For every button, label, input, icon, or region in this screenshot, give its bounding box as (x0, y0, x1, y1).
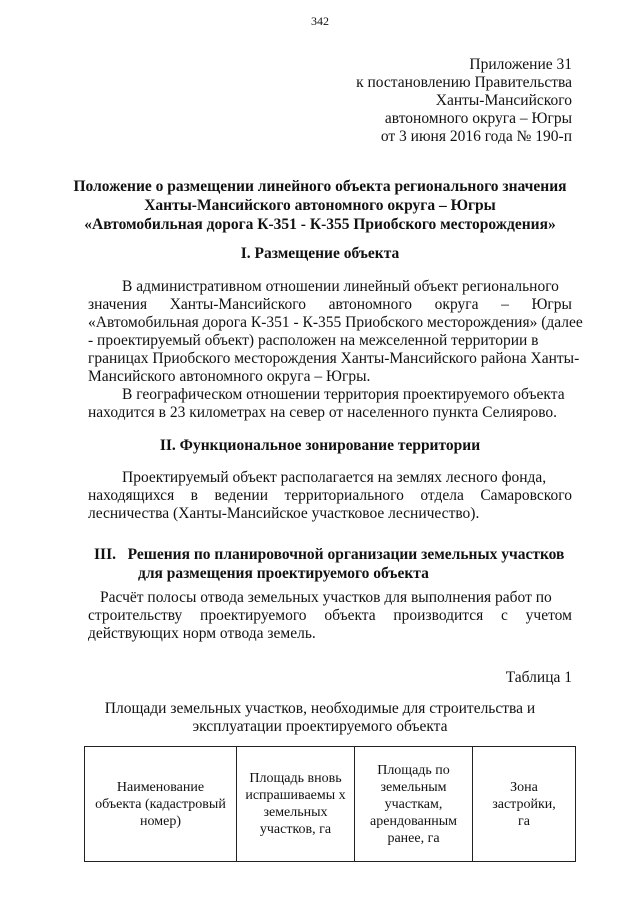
word: объекта (324, 607, 376, 624)
paragraph-line: В географическом отношении территория проектируемого объекта (122, 386, 565, 403)
heading-line: для размещения проектируемого объекта (138, 565, 429, 582)
paragraph-line: границах Приобского месторождения Ханты-Мансийского района Ханты- (88, 350, 580, 367)
header-line: застройки, (492, 796, 556, 812)
header-line: участкам, (384, 796, 443, 812)
heading-line: III. Решения по планировочной организации земельных участков (94, 546, 565, 563)
word: – (501, 296, 509, 313)
title-line: «Автомобильная дорога К-351 - К-355 Приобского месторождения» (84, 216, 556, 233)
paragraph-line: действующих норм отвода земель. (88, 625, 316, 642)
paragraph-line: Мансийского автономного округа – Югры. (88, 368, 371, 385)
title-line: Ханты-Мансийского автономного округа – Югры (144, 197, 496, 214)
section-1-heading: I. Размещение объекта (240, 245, 400, 262)
header-new-plots-area (237, 747, 355, 862)
header-line: испрашиваемы х (245, 788, 346, 803)
document-title (60, 177, 580, 234)
word: Самаровского (480, 487, 572, 504)
header-line: земельным (380, 779, 447, 795)
title-line: Положение о размещении линейного объекта регионального значения (73, 178, 567, 195)
header-line: участков, га (259, 822, 332, 837)
paragraph-line: лесничества (Ханты-Мансийское участковое лесничество). (88, 505, 480, 522)
paragraph-line-justified (88, 487, 572, 505)
section-2-heading: II. Функциональное зонирование территории (159, 437, 481, 454)
header-line: объекта (кадастровый (95, 796, 226, 812)
header-line: ранее, га (387, 830, 440, 846)
appendix-line: от 3 июня 2016 года № 190-п (380, 128, 572, 145)
word: территориального (284, 487, 404, 504)
word: значения (88, 296, 148, 313)
word: строительству (88, 607, 183, 624)
header-building-zone (473, 747, 576, 862)
land-area-table (84, 746, 576, 862)
section-1-paragraph-2 (88, 386, 572, 422)
word: округа (434, 296, 479, 313)
appendix-line: Ханты-Мансийского (435, 92, 572, 109)
word: производится (393, 607, 484, 624)
table-caption (60, 700, 580, 736)
word: находящихся (88, 487, 175, 504)
word: автономного (328, 296, 413, 313)
table-label: Таблица 1 (505, 669, 572, 686)
word: Ханты-Мансийского (169, 296, 306, 313)
header-line: Площадь по (377, 762, 450, 778)
header-object-name (85, 747, 237, 862)
header-line: Площадь вновь (249, 771, 342, 786)
section-3-paragraph (88, 589, 572, 643)
caption-line: Площади земельных участков, необходимые для строительства и (104, 700, 536, 717)
caption-line: эксплуатации проектируемого объекта (192, 718, 448, 735)
header-line: га (518, 813, 530, 829)
appendix-line: к постановлению Правительства (356, 74, 572, 91)
header-line: Зона (510, 779, 538, 795)
paragraph-line: - проектируемый объект) расположен на межселенной территории в (88, 332, 539, 349)
word: проектируемого (200, 607, 307, 624)
paragraph-line-justified (88, 607, 572, 625)
appendix-line: автономного округа – Югры (384, 110, 572, 127)
word: отдела (420, 487, 464, 504)
header-line: Наименование (116, 779, 205, 795)
header-line: номер) (140, 813, 181, 829)
paragraph-line: находится в 23 километрах на север от населенного пункта Селиярово. (88, 404, 558, 421)
table-header-row (85, 747, 576, 862)
word: учетом (525, 607, 572, 624)
header-line: земельных (263, 805, 328, 820)
paragraph-line: Проектируемый объект располагается на землях лесного фонда, (122, 469, 547, 486)
paragraph-line: «Автомобильная дорога К-351 - К-355 Приобского месторождения» (далее (88, 314, 583, 331)
appendix-reference (356, 56, 572, 146)
paragraph-line: Расчёт полосы отвода земельных участков для выполнения работ по (100, 589, 552, 606)
header-line: арендованным (370, 813, 457, 829)
header-leased-plots-area (355, 747, 473, 862)
word: в (190, 487, 198, 504)
section-3-heading (94, 545, 564, 583)
section-1-paragraph-1 (88, 278, 583, 386)
appendix-line: Приложение 31 (469, 56, 572, 73)
paragraph-line: В административном отношении линейный объект регионального (122, 278, 559, 295)
page-number: 342 (311, 14, 329, 28)
paragraph-line-justified (88, 296, 572, 314)
word: ведении (214, 487, 269, 504)
word: Югры (531, 296, 572, 313)
section-2-paragraph (88, 469, 572, 523)
word: с (501, 607, 508, 624)
